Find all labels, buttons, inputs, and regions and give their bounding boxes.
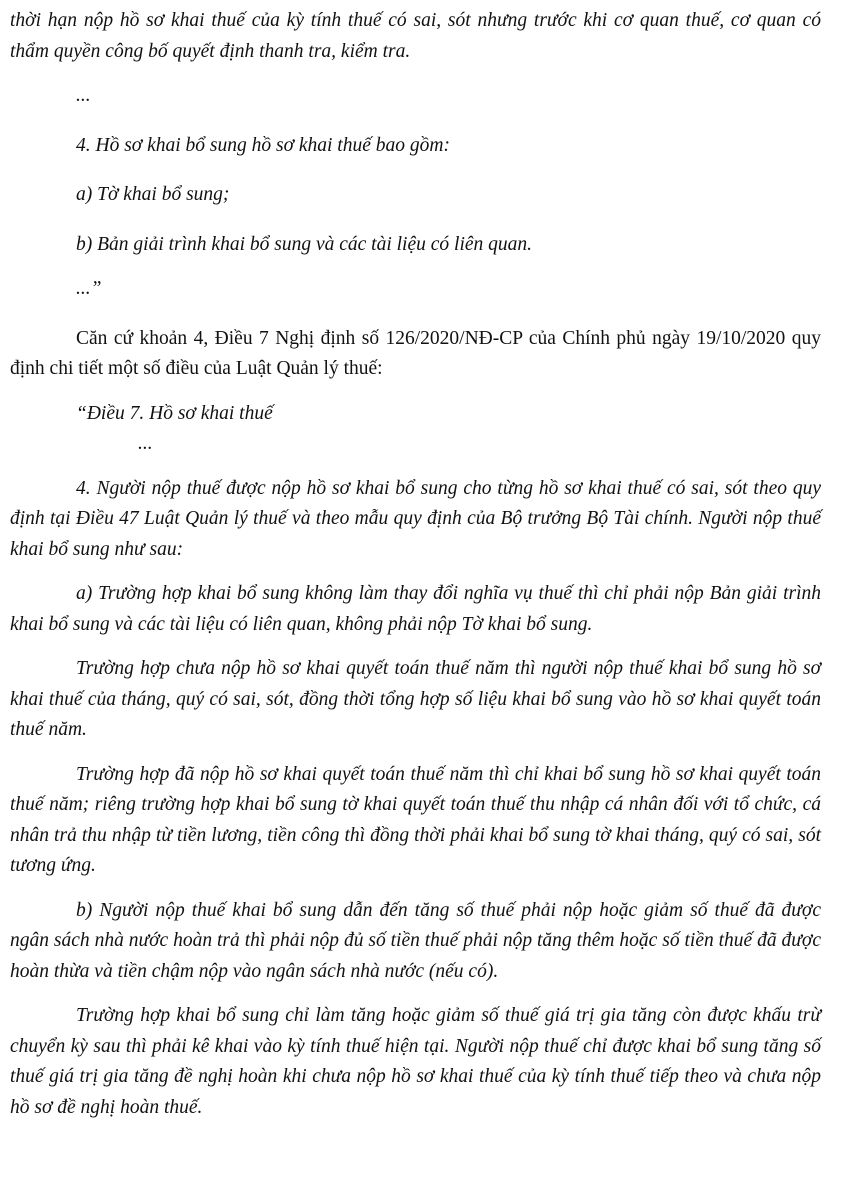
ellipsis: ... — [76, 85, 91, 106]
item-4-b: b) Bản giải trình khai bổ sung và các tài liệu có liên quan. — [76, 233, 533, 255]
legal-basis-paragraph: Căn cứ khoản 4, Điều 7 Nghị định số 126/2020/NĐ-CP của Chính phủ ngày 19/10/2020 quy định chi tiết một số điều của Luật Quản lý thuế: — [10, 327, 821, 379]
ellipsis-close-quote: ...” — [76, 278, 102, 299]
article-7-clause-4a: a) Trường hợp khai bổ sung không làm thay đổi nghĩa vụ thuế thì chỉ phải nộp Bản giải trình khai bổ sung và các tài liệu có liên quan, không phải nộp Tờ khai bổ sung. — [10, 583, 821, 635]
article-7-title: “Điều 7. Hồ sơ khai thuế — [76, 402, 273, 424]
ellipsis: ... — [138, 433, 153, 454]
paragraph-continuation: thời hạn nộp hồ sơ khai thuế của kỳ tính thuế có sai, sót nhưng trước khi cơ quan thuế, cơ quan có thẩm quyền công bố quyết định thanh tra, kiểm tra. — [10, 10, 821, 62]
article-7-clause-4b-case-2: Trường hợp khai bổ sung chỉ làm tăng hoặc giảm số thuế giá trị gia tăng còn được khấu trừ chuyển kỳ sau thì phải kê khai vào kỳ tính thuế hiện tại. Người nộp thuế chỉ được khai bổ sung tăng số thuế giá trị gia tăng đề nghị hoàn khi chưa nộp hồ sơ khai thuế của kỳ tính thuế tiếp theo và chưa nộp hồ sơ đề nghị hoàn thuế. — [10, 1005, 821, 1118]
article-7-clause-4: 4. Người nộp thuế được nộp hồ sơ khai bổ sung cho từng hồ sơ khai thuế có sai, sót theo quy định tại Điều 47 Luật Quản lý thuế và theo mẫu quy định của Bộ trưởng Bộ Tài chính. Người nộp thuế khai bổ sung như sau: — [10, 477, 821, 560]
article-7-clause-4a-case-2: Trường hợp chưa nộp hồ sơ khai quyết toán thuế năm thì người nộp thuế khai bổ sung hồ sơ khai thuế của tháng, quý có sai, sót, đồng thời tổng hợp số liệu khai bổ sung vào hồ sơ khai quyết toán thuế năm. — [10, 658, 821, 740]
item-4-heading: 4. Hồ sơ khai bổ sung hồ sơ khai thuế bao gồm: — [76, 134, 450, 156]
item-4-a: a) Tờ khai bổ sung; — [76, 184, 230, 205]
article-7-clause-4a-case-3: Trường hợp đã nộp hồ sơ khai quyết toán thuế năm thì chỉ khai bổ sung hồ sơ khai quyết toán thuế năm; riêng trường hợp khai bổ sung tờ khai quyết toán thuế thu nhập cá nhân đối với tổ chức, cá nhân trả thu nhập từ tiền lương, tiền công thì đồng thời phải khai bổ sung tờ khai tháng, quý có sai, sót tương ứng. — [10, 763, 821, 876]
article-7-clause-4b: b) Người nộp thuế khai bổ sung dẫn đến tăng số thuế phải nộp hoặc giảm số thuế đã được ngân sách nhà nước hoàn trả thì phải nộp đủ số tiền thuế phải nộp tăng thêm hoặc số tiền thuế đã được hoàn thừa và tiền chậm nộp vào ngân sách nhà nước (nếu có). — [10, 899, 821, 982]
